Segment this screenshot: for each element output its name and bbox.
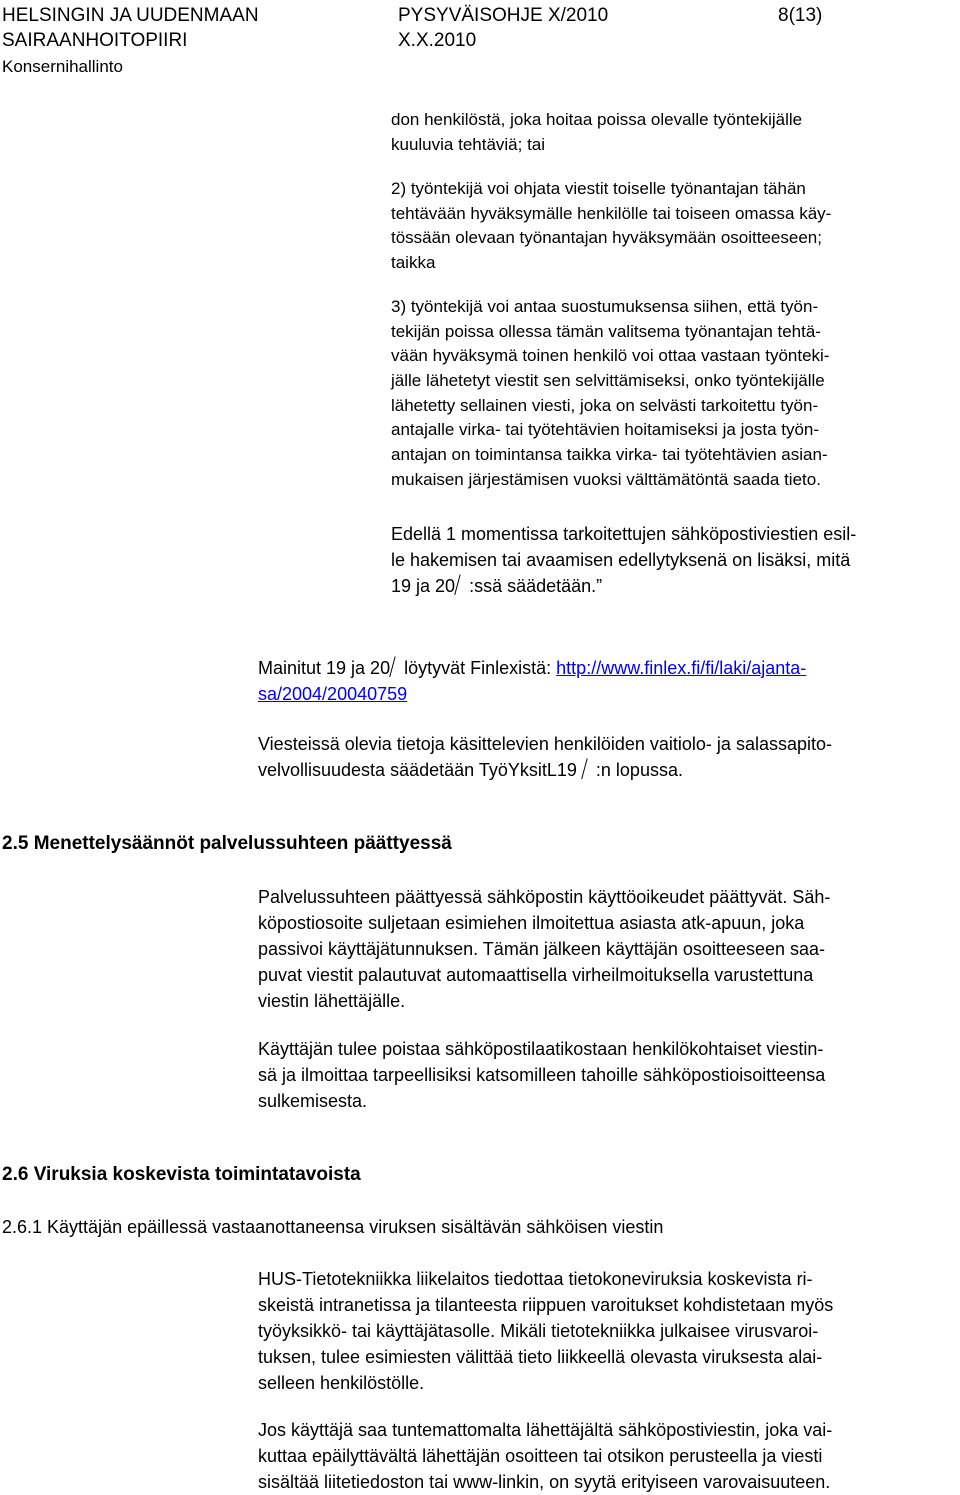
org-name-line1: HELSINGIN JA UUDENMAAN	[2, 5, 259, 26]
text-line: HUS-Tietotekniikka liikelaitos tiedottaa tietokoneviruksia koskevista ri-	[258, 1269, 813, 1289]
text-line: tehtävään hyväksymälle henkilölle tai toiseen omassa käy-	[391, 203, 832, 223]
text-line: tössään olevaan työnantajan hyväksymään osoitteeseen;	[391, 228, 822, 248]
text-line: Palvelussuhteen päättyessä sähköpostin käyttöoikeudet päättyvät. Säh-	[258, 887, 831, 907]
text-fragment: :ssä säädetään.	[469, 576, 597, 596]
text-line: Käyttäjän tulee poistaa sähköpostilaatikostaan henkilökohtaiset viestin-	[258, 1039, 824, 1059]
section-heading-2-6: 2.6 Viruksia koskevista toimintatavoista	[2, 1164, 361, 1185]
section-2-6-paragraph2	[258, 1417, 832, 1495]
section-mark-icon	[581, 758, 596, 779]
text-line	[391, 573, 856, 599]
text-line: vään hyväksymä toinen henkilö voi ottaa vastaan työnteki-	[391, 346, 830, 366]
finlex-reference	[258, 655, 806, 707]
paragraph-block4	[391, 521, 856, 599]
text-line: skeistä intranetissa ja tilanteesta riippuen varoitukset kohdistetaan myös	[258, 1295, 834, 1315]
text-line	[258, 757, 832, 783]
text-fragment: Mainitut 19 ja 20	[258, 658, 391, 678]
text-fragment: 19 ja 20	[391, 576, 456, 596]
section-2-5-paragraph1	[258, 884, 830, 1014]
text-line: Jos käyttäjä saa tuntemattomalta lähettäjältä sähköpostiviestin, joka vai-	[258, 1420, 833, 1440]
text-line: kuuluvia tehtäviä; tai	[391, 134, 546, 154]
text-line: sulkemisesta.	[258, 1091, 368, 1111]
text-line: 2) työntekijä voi ohjata viestit toiselle työnantajan tähän	[391, 179, 806, 198]
text-fragment: löytyvät Finlexistä:	[404, 658, 552, 678]
document-title: PYSYVÄISOHJE X/2010	[398, 5, 609, 26]
section-2-5-paragraph2	[258, 1036, 825, 1114]
text-line	[258, 655, 806, 681]
text-line: selleen henkilöstölle.	[258, 1373, 425, 1393]
section-mark-icon	[454, 574, 469, 595]
section-mark-icon	[389, 656, 404, 677]
text-line: kuttaa epäilyttävältä lähettäjän osoitteen tai otsikon perusteella ja viesti	[258, 1446, 823, 1466]
text-line: tekijän poissa ollessa tämän valitsema työnantajan tehtä-	[391, 321, 821, 341]
text-line: tuksen, tulee esimiesten välittää tieto liikkeellä olevasta viruksesta alai-	[258, 1347, 823, 1367]
text-line: antajan on toimintansa taikka virka- tai työtehtävien asian-	[391, 445, 828, 465]
paragraph-block1	[391, 108, 802, 157]
text-line: Viesteissä olevia tietoja käsittelevien henkilöiden vaitiolo- ja salassapito-	[258, 734, 832, 754]
finlex-link-continued[interactable]: sa/2004/20040759	[258, 684, 408, 704]
document-date: X.X.2010	[398, 30, 477, 51]
finlex-link[interactable]: http://www.finlex.fi/fi/laki/ajanta-	[556, 658, 807, 678]
paragraph-block3	[391, 295, 829, 493]
org-name-line2: SAIRAANHOITOPIIRI	[2, 30, 188, 51]
text-line: puvat viestit palautuvat automaattisella virheilmoituksella varustettuna	[258, 965, 814, 985]
text-line: passivoi käyttäjätunnuksen. Tämän jälkeen käyttäjän osoitteeseen saa-	[258, 939, 826, 959]
text-line: le hakemisen tai avaamisen edellytyksenä on lisäksi, mitä	[391, 550, 851, 570]
closing-quote: ”	[596, 576, 603, 596]
text-line: jälle lähetetyt viestit sen selvittämiseksi, onko työntekijälle	[391, 371, 825, 391]
text-line: sä ja ilmoittaa tarpeellisiksi katsomilleen tahoille sähköpostioisoitteensa	[258, 1065, 826, 1085]
text-line: sisältää liitetiedoston tai www-linkin, on syytä erityiseen varovaisuuteen.	[258, 1472, 831, 1492]
text-line: köpostiosoite suljetaan esimiehen ilmoitettua asiasta atk-apuun, joka	[258, 913, 805, 933]
text-line	[258, 681, 806, 707]
text-fragment: velvollisuudesta säädetään TyöYksitL19	[258, 760, 577, 780]
text-fragment: :n lopussa.	[595, 760, 683, 780]
text-line: antajalle virka- tai työtehtävien hoitamiseksi ja josta työn-	[391, 420, 820, 440]
text-line: mukaisen järjestämisen vuoksi välttämätöntä saada tieto.	[391, 469, 821, 489]
text-line: lähetetty sellainen viesti, joka on selvästi tarkoitettu työn-	[391, 395, 819, 415]
text-line: don henkilöstä, joka hoitaa poissa olevalle työntekijälle	[391, 110, 803, 129]
subsection-heading-2-6-1: 2.6.1 Käyttäjän epäillessä vastaanottaneensa viruksen sisältävän sähköisen viestin	[2, 1217, 664, 1237]
text-line: taikka	[391, 253, 436, 273]
text-line: työyksikkö- tai käyttäjätasolle. Mikäli tietotekniikka julkaisee virusvaroi-	[258, 1321, 819, 1341]
page-number: 8(13)	[778, 5, 823, 26]
section-2-6-paragraph1	[258, 1266, 833, 1396]
confidentiality-paragraph	[258, 731, 832, 783]
paragraph-block2	[391, 177, 831, 276]
text-line: Edellä 1 momentissa tarkoitettujen sähköpostiviestien esil-	[391, 524, 857, 544]
org-unit: Konsernihallinto	[2, 57, 123, 76]
text-line: 3) työntekijä voi antaa suostumuksensa siihen, että työn-	[391, 297, 819, 316]
section-heading-2-5: 2.5 Menettelysäännöt palvelussuhteen päättyessä	[2, 833, 452, 854]
text-line: viestin lähettäjälle.	[258, 991, 406, 1011]
